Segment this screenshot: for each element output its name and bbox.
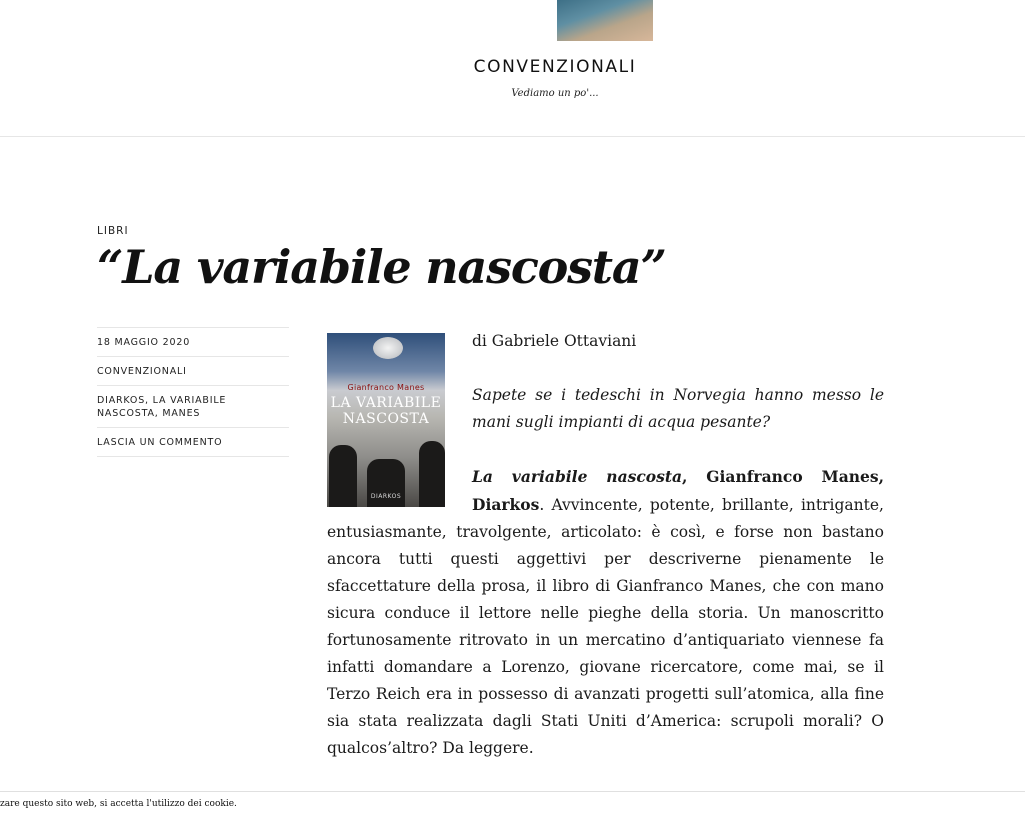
site-tagline: Vediamo un po'...	[511, 88, 599, 99]
site-title-link[interactable]: CONVENZIONALI	[473, 57, 637, 77]
post-content	[327, 328, 884, 789]
cookie-notice-text: zare questo sito web, si accetta l'utilizzo dei cookie.	[0, 799, 237, 809]
site-header	[0, 0, 1025, 137]
cover-publisher: DIARKOS	[370, 493, 402, 500]
site-logo-image[interactable]	[557, 0, 653, 41]
post-question: Sapete se i tedeschi in Norvegia hanno messo le mani sugli impianti di acqua pesante?	[472, 386, 884, 431]
post-date-link[interactable]: 18 MAGGIO 2020	[97, 327, 289, 356]
post-author-link[interactable]: CONVENZIONALI	[97, 356, 289, 385]
post-category-link[interactable]: LIBRI	[97, 225, 129, 237]
cover-title-line2: NASCOSTA	[342, 411, 430, 427]
post-body-text: . Avvincente, potente, brillante, intrigante, entusiasmante, travolgente, articolato: è così, e forse non bastano ancora tutti questi aggettivi per descriverne pienamente le sfaccettature della prosa, il libro di Gianfranco Manes, che con mano sicura conduce il lettore nelle pieghe della storia. Un manoscritto fortunosamente ritrovato in un mercatino d’antiquariato viennese fa infatti domandare a Lorenzo, giovane ricercatore, come mai, se il Terzo Reich era in possesso di avanzati progetti sull’atomica, alla fine sia stata realizzata dagli Stati Uniti d’America: scrupoli morali? O qualcos’altro? Da leggere.	[327, 496, 884, 757]
post-tags-links[interactable]: DIARKOS, LA VARIABILE NASCOSTA, MANES	[97, 385, 289, 427]
post-byline: di Gabriele Ottaviani	[472, 332, 637, 350]
cover-author: Gianfranco Manes	[347, 383, 425, 392]
post-title: “La variabile nascosta”	[97, 240, 666, 294]
book-author-publisher: , Gianfranco Manes, Diarkos	[472, 467, 884, 514]
post-meta	[97, 327, 289, 457]
cookie-notice-bar	[0, 791, 1025, 818]
leave-comment-link[interactable]: LASCIA UN COMMENTO	[97, 427, 289, 457]
book-title: La variabile nascosta	[472, 467, 683, 486]
cover-title-line1: LA VARIABILE	[330, 395, 442, 411]
